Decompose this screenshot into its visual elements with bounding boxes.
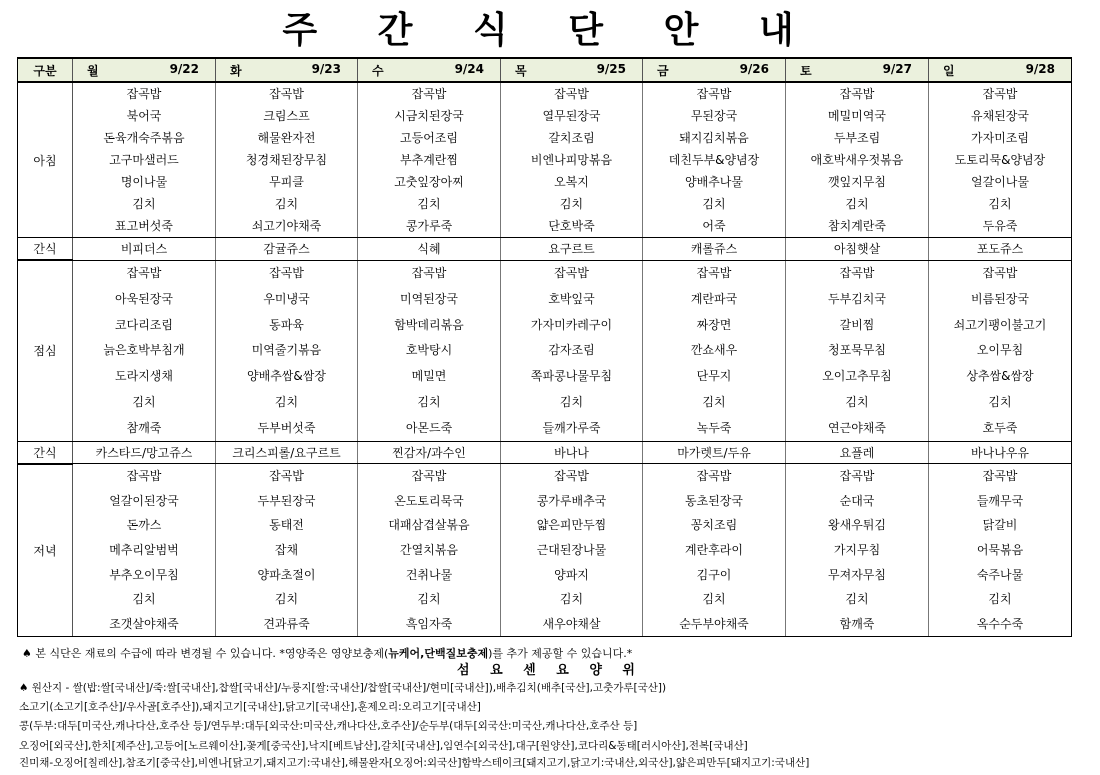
menu-item: 잡곡밥	[126, 266, 162, 281]
day-date: 9/27	[882, 61, 912, 76]
menu-item: 쪽파콩나물무침	[530, 369, 613, 384]
day-name: 토	[800, 63, 812, 78]
menu-item: 계란파국	[690, 292, 738, 307]
day-name: 목	[515, 63, 527, 78]
menu-item: 가자미카레구이	[530, 317, 613, 332]
breakfast-cell	[358, 82, 501, 238]
menu-item: 상추쌈&쌈장	[966, 369, 1034, 384]
menu-item: 양파초절이	[257, 567, 316, 582]
menu-item: 해물완자전	[257, 131, 316, 145]
menu-item: 시금치된장국	[394, 109, 464, 123]
menu-item: 고춧잎장아찌	[394, 175, 464, 189]
menu-item: 순대국	[839, 493, 875, 508]
meal-label-breakfast: 아침	[18, 82, 73, 238]
dinner-cell	[358, 464, 501, 637]
menu-item: 김치	[559, 592, 584, 607]
day-name: 일	[943, 63, 955, 78]
menu-item: 조갯살야채죽	[109, 616, 179, 631]
menu-item: 무된장국	[690, 109, 738, 123]
snack-cell: 요플레	[786, 441, 929, 464]
menu-item: 돼지김치볶음	[679, 131, 749, 145]
breakfast-row	[18, 82, 1072, 238]
day-header	[358, 58, 501, 82]
menu-item: 호박탕시	[405, 343, 453, 358]
menu-item: 김치	[132, 592, 156, 607]
notice-part: ♠ 본 식단은 재료의 수급에 따라 변경될 수 있습니다. *영양죽은 영양보충제(	[22, 647, 389, 660]
menu-item: 김치	[274, 592, 299, 607]
menu-item: 왕새우튀김	[828, 518, 886, 533]
menu-item: 참깨죽	[126, 420, 162, 435]
menu-item: 비엔나피망볶음	[530, 153, 613, 167]
origin-line: 소고기(소고기[호주산]/우사골[호주산]),돼지고기[국내산],닭고기[국내산],훈제오리:오리고기[국내산]	[19, 701, 481, 713]
menu-item: 잡곡밥	[982, 87, 1018, 101]
snack-cell: 캐롤쥬스	[643, 238, 786, 261]
dinner-row	[18, 464, 1072, 637]
menu-item: 김치	[702, 197, 726, 211]
menu-item: 명이나물	[120, 175, 168, 189]
menu-item: 잡곡밥	[411, 87, 447, 101]
day-header	[786, 58, 929, 82]
menu-item: 건취나물	[405, 567, 453, 582]
menu-item: 가자미조림	[971, 131, 1029, 145]
menu-item: 김치	[702, 394, 726, 409]
menu-item: 갈치조림	[548, 131, 595, 145]
menu-item: 대패삼겹살볶음	[388, 518, 470, 533]
menu-item: 가지무침	[833, 542, 881, 557]
menu-item: 잡곡밥	[982, 266, 1018, 281]
snack-row-1	[18, 238, 1072, 261]
menu-item: 잡곡밥	[269, 469, 304, 484]
menu-item: 김치	[845, 197, 869, 211]
breakfast-cell	[73, 82, 216, 238]
menu-item: 메밀면	[411, 369, 447, 384]
menu-item: 잡채	[274, 542, 299, 557]
menu-item: 함박데리볶음	[394, 317, 464, 332]
menu-item: 데친두부&양념장	[668, 153, 760, 167]
snack-cell: 찐감자/과수인	[358, 441, 501, 464]
menu-item: 양배추나물	[685, 175, 743, 189]
snack-cell: 식혜	[358, 238, 501, 261]
menu-item: 열무된장국	[542, 109, 601, 123]
menu-item: 김치	[132, 197, 156, 211]
menu-item: 얇은피만두찜	[536, 518, 607, 533]
origin-line: 오징어[외국산],한치[제주산],고등어[노르웨이산],꽃게[중국산],낙지[베트남산],갈치[국내산],임연수[외국산],대구[원양산],코다리&동태[러시아산],전복[국내산]	[19, 740, 748, 752]
dinner-cell	[786, 464, 929, 637]
menu-item: 비름된장국	[971, 292, 1029, 307]
menu-item: 잡곡밥	[839, 87, 875, 101]
day-header	[216, 58, 358, 82]
menu-item: 쇠고기팽이불고기	[953, 317, 1047, 332]
menu-item: 콩가루배추국	[536, 493, 607, 508]
menu-item: 잡곡밥	[554, 266, 589, 281]
dinner-cell	[643, 464, 786, 637]
menu-item: 김치	[988, 394, 1012, 409]
menu-item: 김치	[274, 197, 299, 211]
menu-item: 김치	[845, 394, 869, 409]
day-name: 금	[657, 63, 669, 78]
menu-item: 감자조림	[548, 343, 595, 358]
day-date: 9/28	[1025, 61, 1055, 76]
menu-item: 잡곡밥	[839, 266, 875, 281]
menu-item: 연근야채죽	[828, 420, 886, 435]
notice-bold: 뉴케어,단백질보충제	[388, 647, 489, 660]
menu-item: 간열치볶음	[400, 542, 458, 557]
menu-item: 닭갈비	[982, 518, 1018, 533]
page-title: 주 간 식 단 안 내	[282, 10, 818, 51]
dinner-cell	[929, 464, 1072, 637]
menu-item: 메추리알범벅	[109, 542, 179, 557]
menu-item: 잡곡밥	[269, 266, 304, 281]
menu-item: 부추계란찜	[400, 153, 458, 167]
snack-cell: 아침햇살	[786, 238, 929, 261]
menu-item: 두유죽	[982, 219, 1018, 233]
menu-item: 두부된장국	[257, 493, 316, 508]
menu-item: 미역줄기볶음	[251, 343, 322, 358]
menu-item: 크림스프	[263, 109, 310, 123]
menu-item: 쇠고기야채죽	[251, 219, 322, 233]
menu-item: 유채된장국	[971, 109, 1029, 123]
menu-item: 오이고추무침	[822, 369, 892, 384]
snack-cell: 감귤쥬스	[216, 238, 358, 261]
menu-item: 북어국	[126, 109, 162, 123]
menu-item: 두부김치국	[828, 292, 886, 307]
menu-item: 잡곡밥	[411, 469, 447, 484]
menu-item: 꽁치조림	[690, 518, 738, 533]
menu-item: 양파지	[554, 567, 589, 582]
menu-item: 단무지	[696, 369, 732, 384]
menu-item: 얼갈이나물	[971, 175, 1029, 189]
menu-item: 잡곡밥	[126, 87, 162, 101]
menu-item: 잡곡밥	[554, 469, 589, 484]
menu-item: 들깨무국	[976, 493, 1024, 508]
menu-item: 녹두죽	[696, 420, 732, 435]
menu-item: 호두죽	[982, 420, 1018, 435]
menu-item: 오복지	[554, 175, 589, 189]
lunch-cell	[358, 260, 501, 441]
day-date: 9/24	[454, 61, 484, 76]
header-label: 구분	[18, 58, 73, 82]
menu-item: 무피클	[269, 175, 304, 189]
snack-cell: 마가렛트/두유	[643, 441, 786, 464]
snack-cell: 비피더스	[73, 238, 216, 261]
menu-item: 김치	[988, 592, 1012, 607]
menu-item: 도라지생채	[115, 369, 173, 384]
menu-item: 잡곡밥	[696, 87, 732, 101]
menu-item: 오이무침	[976, 343, 1024, 358]
menu-item: 김치	[845, 592, 869, 607]
day-header	[929, 58, 1072, 82]
menu-item: 잡곡밥	[411, 266, 447, 281]
menu-item: 늙은호박부침개	[103, 343, 185, 358]
day-date: 9/25	[596, 61, 626, 76]
menu-item: 옥수수죽	[976, 616, 1024, 631]
menu-item: 메밀미역국	[828, 109, 886, 123]
menu-item: 동초된장국	[685, 493, 743, 508]
menu-item: 잡곡밥	[554, 87, 589, 101]
breakfast-cell	[643, 82, 786, 238]
menu-item: 잡곡밥	[696, 469, 732, 484]
day-name: 월	[87, 63, 99, 78]
menu-item: 돈까스	[126, 518, 162, 533]
menu-item: 깻잎지무침	[828, 175, 886, 189]
menu-item: 온도토리묵국	[394, 493, 464, 508]
menu-item: 김치	[132, 394, 156, 409]
menu-item: 고등어조림	[400, 131, 458, 145]
snack-cell: 크리스피롤/요구르트	[216, 441, 358, 464]
menu-item: 두부버섯죽	[257, 420, 316, 435]
menu-item: 고구마샐러드	[109, 153, 179, 167]
snack-cell: 바나나우유	[929, 441, 1072, 464]
header-row	[18, 58, 1072, 82]
menu-item: 깐쇼새우	[690, 343, 738, 358]
day-header	[73, 58, 216, 82]
menu-item: 청경채된장무침	[245, 153, 328, 167]
meal-label-dinner: 저녁	[18, 464, 73, 637]
weekly-menu-table	[17, 57, 1072, 637]
menu-item: 애호박새우젓볶음	[810, 153, 904, 167]
menu-item: 흑임자죽	[405, 616, 453, 631]
menu-item: 김치	[417, 592, 441, 607]
lunch-cell	[643, 260, 786, 441]
menu-item: 동파육	[269, 317, 304, 332]
snack-row-2	[18, 441, 1072, 464]
day-date: 9/23	[311, 61, 341, 76]
menu-item: 어죽	[702, 219, 726, 233]
menu-item: 들깨가루죽	[542, 420, 601, 435]
menu-item: 참치계란죽	[828, 219, 886, 233]
menu-item: 얼갈이된장국	[109, 493, 179, 508]
menu-item: 호박잎국	[548, 292, 595, 307]
menu-item: 잡곡밥	[839, 469, 875, 484]
menu-item: 김치	[988, 197, 1012, 211]
menu-item: 청포묵무침	[828, 343, 886, 358]
origin-line: 콩(두부:대두[미국산,캐나다산,호주산 등]/연두부:대두[외국산:미국산,캐나다산,호주산]/순두부(대두[외국산:미국산,캐나다산,호주산 등]	[19, 720, 638, 732]
menu-item: 견과류죽	[263, 616, 310, 631]
menu-item: 김치	[702, 592, 726, 607]
day-date: 9/26	[739, 61, 769, 76]
origin-line: ♠ 원산지 - 쌀(밥:쌀[국내산]/죽:쌀[국내산],찹쌀[국내산]/누룽지[쌀:국내산]/찹쌀[국내산]/현미[국내산]),배추김치(배추[국산],고춧가루[국산])	[19, 682, 667, 694]
snack-cell: 요구르트	[501, 238, 643, 261]
lunch-cell	[501, 260, 643, 441]
menu-item: 김치	[417, 394, 441, 409]
menu-item: 돈육개숙주볶음	[103, 131, 185, 145]
breakfast-cell	[216, 82, 358, 238]
menu-item: 잡곡밥	[982, 469, 1018, 484]
menu-item: 김치	[417, 197, 441, 211]
meal-label-lunch: 점심	[18, 260, 73, 441]
menu-item: 잡곡밥	[269, 87, 304, 101]
menu-item: 양배추쌈&쌈장	[247, 369, 326, 384]
snack-cell: 포도쥬스	[929, 238, 1072, 261]
menu-item: 짜장면	[696, 317, 732, 332]
menu-item: 김치	[559, 197, 584, 211]
menu-item: 동태전	[269, 518, 304, 533]
menu-item: 도토리묵&양념장	[954, 153, 1046, 167]
origin-line: 진미채-오징어[칠레산],참조기[중국산],비엔나[닭고기,돼지고기:국내산],해물완자[오징어:외국산]함박스테이크[돼지고기,닭고기:국내산,외국산],얇은피만두[돼지고기:국내산]	[19, 757, 810, 769]
day-date: 9/22	[169, 61, 199, 76]
menu-item: 단호박죽	[548, 219, 595, 233]
breakfast-cell	[929, 82, 1072, 238]
menu-item: 김치	[559, 394, 584, 409]
menu-item: 미역된장국	[400, 292, 458, 307]
notice-part: )를 추가 제공할 수 있습니다.*	[488, 647, 633, 660]
menu-item: 표고버섯죽	[115, 219, 173, 233]
dinner-cell	[216, 464, 358, 637]
lunch-row	[18, 260, 1072, 441]
menu-item: 갈비찜	[839, 317, 875, 332]
menu-item: 순두부야채죽	[679, 616, 749, 631]
menu-item: 김구이	[696, 567, 732, 582]
menu-item: 숙주나물	[976, 567, 1024, 582]
menu-item: 김치	[274, 394, 299, 409]
menu-item: 무져자무침	[828, 567, 886, 582]
menu-item: 잡곡밥	[696, 266, 732, 281]
menu-item: 두부조림	[833, 131, 881, 145]
menu-item: 부추오이무침	[109, 567, 179, 582]
lunch-cell	[73, 260, 216, 441]
menu-item: 콩가루죽	[405, 219, 453, 233]
menu-item: 함깨죽	[839, 616, 875, 631]
menu-item: 아욱된장국	[115, 292, 173, 307]
lunch-cell	[929, 260, 1072, 441]
lunch-cell	[216, 260, 358, 441]
menu-item: 어묵볶음	[976, 542, 1024, 557]
snack-cell: 카스타드/망고쥬스	[73, 441, 216, 464]
dinner-cell	[501, 464, 643, 637]
menu-item: 우미냉국	[263, 292, 310, 307]
snack-cell: 바나나	[501, 441, 643, 464]
menu-item: 새우야채살	[542, 616, 601, 631]
menu-item: 잡곡밥	[126, 469, 162, 484]
breakfast-cell	[786, 82, 929, 238]
day-header	[643, 58, 786, 82]
menu-item: 아몬드죽	[405, 420, 453, 435]
day-name: 화	[230, 63, 242, 78]
meal-label-snack: 간식	[18, 238, 73, 261]
menu-item: 계란후라이	[685, 542, 743, 557]
day-header	[501, 58, 643, 82]
menu-item: 근대된장나물	[536, 542, 607, 557]
nutrition-team-label: 섬 요 센 요 양 위	[457, 663, 643, 678]
breakfast-cell	[501, 82, 643, 238]
lunch-cell	[786, 260, 929, 441]
meal-label-snack: 간식	[18, 441, 73, 464]
day-name: 수	[372, 63, 384, 78]
menu-item: 코다리조림	[115, 317, 173, 332]
dinner-cell	[73, 464, 216, 637]
